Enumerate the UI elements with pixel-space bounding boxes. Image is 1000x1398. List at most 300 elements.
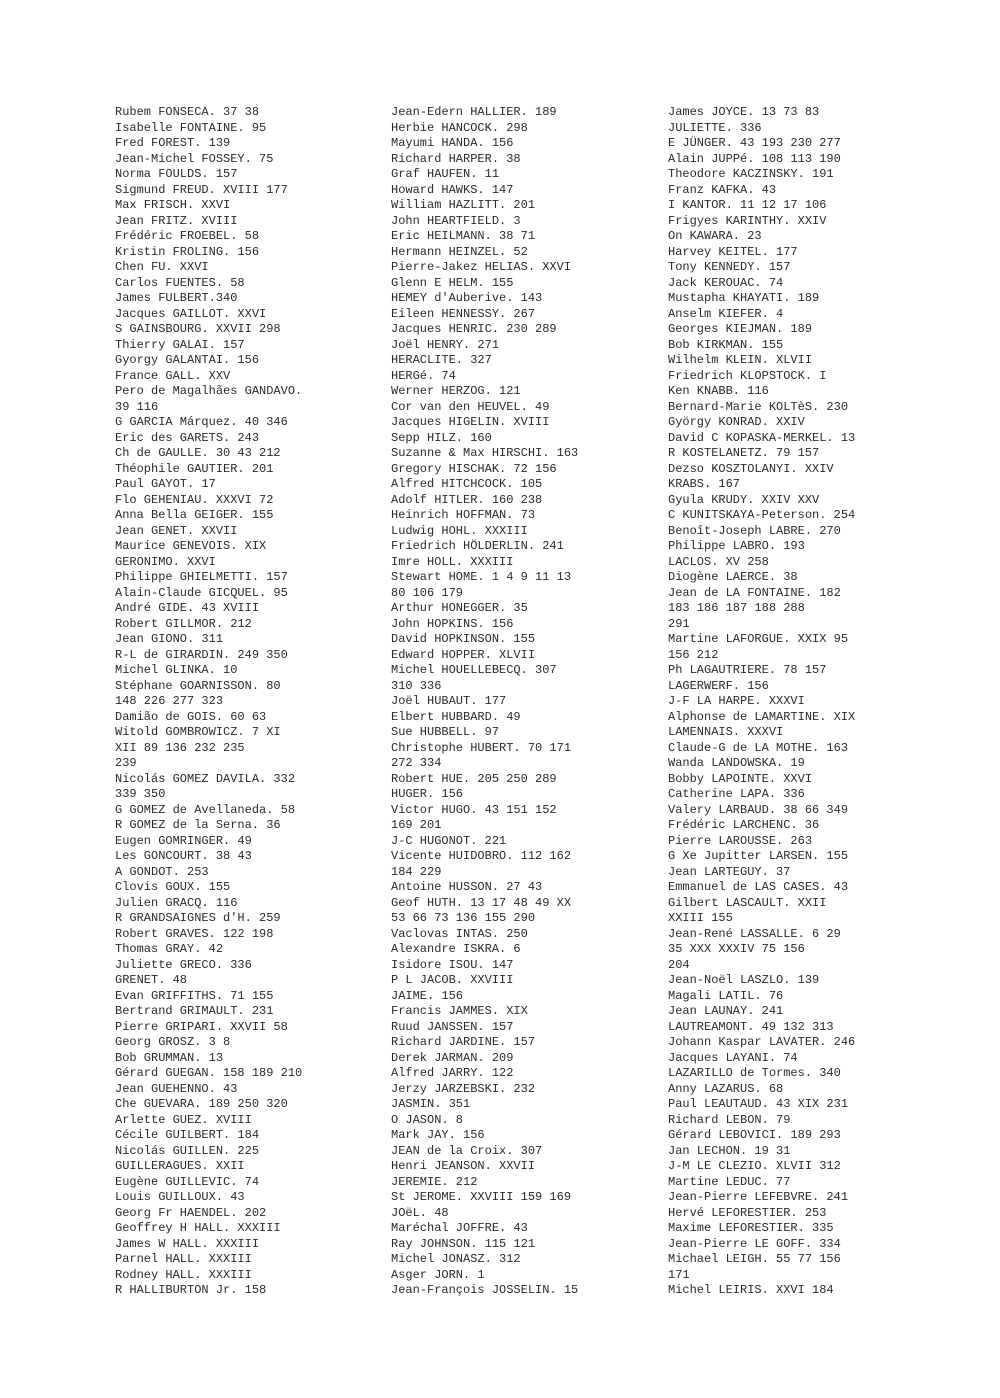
index-entry-text: Magali LATIL. 76 bbox=[668, 988, 784, 1003]
index-entry-text: Jean-Edern HALLIER. 189 bbox=[391, 105, 557, 119]
index-entry-text: Franz KAFKA. 43 bbox=[668, 182, 777, 197]
index-entry-text: Isidore ISOU. 147 bbox=[391, 957, 514, 972]
index-entry-text: R-L de GIRARDIN. 249 350 bbox=[115, 647, 288, 662]
index-entry-text: Georg Fr HAENDEL. 202 bbox=[115, 1205, 267, 1220]
index-entry-continuation: 184 229 bbox=[391, 864, 442, 879]
index-entry bbox=[668, 198, 938, 214]
index-entry-text: Michael LEIGH. 55 77 156 bbox=[668, 1252, 841, 1266]
index-entry-text: Jean LARTEGUY. 37 bbox=[668, 864, 791, 879]
index-entry bbox=[115, 322, 385, 338]
index-entry bbox=[668, 524, 938, 540]
index-entry-text: Louis GUILLOUX. 43 bbox=[115, 1190, 245, 1204]
index-entry-text: Sigmund FREUD. XVIII 177 bbox=[115, 182, 288, 197]
index-entry bbox=[391, 1252, 661, 1268]
index-entry-text: R GOMEZ de la Serna. 36 bbox=[115, 818, 281, 832]
index-entry bbox=[115, 384, 385, 415]
index-entry bbox=[391, 1128, 661, 1144]
index-entry-text: Mark JAY. 156 bbox=[391, 1128, 485, 1142]
index-entry-continuation: 156 212 bbox=[668, 647, 719, 662]
index-entry bbox=[391, 927, 661, 943]
index-entry bbox=[668, 570, 938, 586]
index-entry bbox=[668, 973, 938, 989]
index-entry bbox=[391, 1097, 661, 1113]
index-entry bbox=[115, 570, 385, 586]
index-entry-text: Bob KIRKMAN. 155 bbox=[668, 337, 784, 352]
index-entry bbox=[391, 508, 661, 524]
index-entry bbox=[668, 105, 938, 121]
index-entry-text: John HOPKINS. 156 bbox=[391, 616, 514, 631]
index-entry bbox=[115, 105, 385, 121]
index-entry-text: Damião de GOIS. 60 63 bbox=[115, 709, 267, 724]
index-entry bbox=[668, 1237, 938, 1253]
index-entry-text: HUGER. 156 bbox=[391, 787, 464, 801]
index-entry bbox=[391, 524, 661, 540]
index-entry bbox=[115, 772, 385, 803]
index-entry-text: Antoine HUSSON. 27 43 bbox=[391, 880, 543, 894]
index-entry-text: Ph LAGAUTRIERE. 78 157 bbox=[668, 663, 827, 677]
index-entry-text: James FULBERT.340 bbox=[115, 291, 238, 305]
index-entry bbox=[391, 121, 661, 137]
index-entry bbox=[115, 1004, 385, 1020]
index-entry-text: Werner HERZOG. 121 bbox=[391, 384, 521, 398]
index-entry-text: Paul GAYOT. 17 bbox=[115, 477, 216, 491]
index-entry-text: LAGERWERF. 156 bbox=[668, 678, 769, 693]
index-entry bbox=[668, 865, 938, 881]
index-entry-text: Pierre LAROUSSE. 263 bbox=[668, 833, 813, 848]
index-entry bbox=[668, 338, 938, 354]
index-entry-text: Jean-René LASSALLE. 6 29 bbox=[668, 926, 841, 941]
index-entry-text: Frédéric FROEBEL. 58 bbox=[115, 229, 260, 243]
index-entry-text: R GRANDSAIGNES d'H. 259 bbox=[115, 911, 281, 925]
index-entry-text: Stéphane GOARNISSON. 80 bbox=[115, 678, 281, 693]
index-entry-text: Gyula KRUDY. XXIV XXV bbox=[668, 492, 820, 507]
index-entry bbox=[668, 183, 938, 199]
index-entry bbox=[115, 632, 385, 648]
index-entry-text: Martine LEDUC. 77 bbox=[668, 1174, 791, 1189]
index-entry-text: Maxime LEFORESTIER. 335 bbox=[668, 1221, 834, 1235]
index-entry-text: Jean-Noël LASZLO. 139 bbox=[668, 973, 820, 987]
index-entry bbox=[115, 911, 385, 927]
index-entry-text: Emmanuel de LAS CASES. 43 bbox=[668, 880, 849, 894]
index-entry bbox=[391, 710, 661, 726]
index-entry-text: Jean de LA FONTAINE. 182 bbox=[668, 585, 841, 600]
index-entry-text: Mayumi HANDA. 156 bbox=[391, 136, 514, 150]
index-entry bbox=[391, 1144, 661, 1160]
index-entry bbox=[391, 1175, 661, 1191]
index-entry bbox=[115, 1097, 385, 1113]
index-entry-text: Ludwig HOHL. XXXIII bbox=[391, 523, 528, 538]
index-entry-text: Edward HOPPER. XLVII bbox=[391, 647, 536, 662]
index-entry-text: I KANTOR. 11 12 17 106 bbox=[668, 198, 827, 212]
index-entry-text: J-C HUGONOT. 221 bbox=[391, 833, 507, 848]
index-entry-text: Sepp HILZ. 160 bbox=[391, 430, 492, 445]
index-entry-text: Glenn E HELM. 155 bbox=[391, 275, 514, 290]
index-entry-continuation: 339 350 bbox=[115, 787, 166, 801]
index-entry-text: Ken KNABB. 116 bbox=[668, 384, 769, 398]
index-entry bbox=[391, 632, 661, 648]
index-entry-text: Max FRISCH. XXVI bbox=[115, 198, 231, 212]
index-entry bbox=[391, 1066, 661, 1082]
index-entry-text: Eric des GARETS. 243 bbox=[115, 430, 260, 445]
index-entry-text: GRENET. 48 bbox=[115, 973, 188, 987]
index-entry bbox=[115, 648, 385, 664]
index-entry-text: Johann Kaspar LAVATER. 246 bbox=[668, 1035, 856, 1049]
index-entry-text: James JOYCE. 13 73 83 bbox=[668, 105, 820, 119]
index-entry-text: Geof HUTH. 13 17 48 49 XX bbox=[391, 895, 572, 910]
index-entry bbox=[668, 1035, 938, 1051]
index-entry-text: KRABS. 167 bbox=[668, 477, 741, 491]
index-entry-text: Herbie HANCOCK. 298 bbox=[391, 120, 528, 135]
index-entry bbox=[668, 1175, 938, 1191]
index-entry-text: Chen FU. XXVI bbox=[115, 260, 209, 274]
index-entry-text: Alphonse de LAMARTINE. XIX bbox=[668, 709, 856, 724]
index-entry-text: Thierry GALAI. 157 bbox=[115, 337, 245, 352]
index-entry-text: O JASON. 8 bbox=[391, 1112, 464, 1127]
index-entry bbox=[115, 1128, 385, 1144]
index-entry-text: Jacques HIGELIN. XVIII bbox=[391, 415, 550, 429]
index-entry bbox=[391, 322, 661, 338]
index-entry bbox=[115, 477, 385, 493]
index-entry bbox=[115, 803, 385, 819]
index-entry-text: Michel JONASZ. 312 bbox=[391, 1252, 521, 1266]
index-entry bbox=[391, 1190, 661, 1206]
index-entry bbox=[115, 601, 385, 617]
index-entry-text: Vaclovas INTAS. 250 bbox=[391, 926, 528, 941]
index-entry-text: LAMENNAIS. XXXVI bbox=[668, 725, 784, 739]
index-entry bbox=[391, 663, 661, 694]
index-entry-text: Michel HOUELLEBECQ. 307 bbox=[391, 663, 557, 677]
index-entry-text: Henri JEANSON. XXVII bbox=[391, 1159, 536, 1173]
index-entry bbox=[391, 1020, 661, 1036]
index-entry bbox=[115, 1252, 385, 1268]
index-entry-text: Anna Bella GEIGER. 155 bbox=[115, 508, 274, 522]
index-entry bbox=[115, 338, 385, 354]
index-entry bbox=[115, 617, 385, 633]
index-entry-text: Gérard GUEGAN. 158 189 210 bbox=[115, 1066, 303, 1080]
index-entry bbox=[391, 260, 661, 276]
index-entry bbox=[115, 1268, 385, 1284]
index-entry bbox=[668, 400, 938, 416]
index-entry bbox=[115, 415, 385, 431]
index-entry-text: Julien GRACQ. 116 bbox=[115, 895, 238, 910]
index-entry bbox=[668, 756, 938, 772]
index-entry-text: Bertrand GRIMAULT. 231 bbox=[115, 1004, 274, 1018]
index-entry bbox=[115, 927, 385, 943]
index-entry-text: Frigyes KARINTHY. XXIV bbox=[668, 213, 827, 228]
index-entry bbox=[391, 1206, 661, 1222]
index-entry bbox=[391, 431, 661, 447]
index-entry-continuation: 171 bbox=[668, 1267, 690, 1282]
index-entry bbox=[668, 1144, 938, 1160]
index-entry-text: Jack KEROUAC. 74 bbox=[668, 275, 784, 290]
index-entry-text: Les GONCOURT. 38 43 bbox=[115, 849, 252, 863]
index-entry-text: Wanda LANDOWSKA. 19 bbox=[668, 756, 805, 770]
index-entry bbox=[668, 803, 938, 819]
index-entry-text: Pierre-Jakez HELIAS. XXVI bbox=[391, 260, 572, 274]
index-entry-text: Jean-Pierre LE GOFF. 334 bbox=[668, 1236, 841, 1251]
index-entry-text: Francis JAMMES. XIX bbox=[391, 1004, 528, 1018]
index-entry-text: Victor HUGO. 43 151 152 bbox=[391, 802, 557, 817]
index-entry-text: Bob GRUMMAN. 13 bbox=[115, 1050, 224, 1065]
index-entry-text: Nicolás GOMEZ DAVILA. 332 bbox=[115, 771, 296, 786]
index-entry-text: Gyorgy GALANTAI. 156 bbox=[115, 353, 260, 367]
index-entry-text: David HOPKINSON. 155 bbox=[391, 632, 536, 646]
index-entry-text: Jean-François JOSSELIN. 15 bbox=[391, 1283, 579, 1297]
index-entry-text: Howard HAWKS. 147 bbox=[391, 182, 514, 197]
index-entry-text: Ruud JANSSEN. 157 bbox=[391, 1019, 514, 1034]
index-entry-text: Philippe GHIELMETTI. 157 bbox=[115, 570, 288, 584]
index-entry bbox=[668, 1004, 938, 1020]
index-entry-continuation: 80 106 179 bbox=[391, 585, 464, 600]
index-entry-continuation: 39 116 bbox=[115, 399, 159, 414]
index-entry-text: Anselm KIEFER. 4 bbox=[668, 306, 784, 321]
index-entry-text: R HALLIBURTON Jr. 158 bbox=[115, 1283, 267, 1297]
index-entry bbox=[668, 1097, 938, 1113]
index-entry-text: On KAWARA. 23 bbox=[668, 229, 762, 243]
index-entry-continuation: 291 bbox=[668, 616, 690, 631]
index-entry bbox=[391, 1159, 661, 1175]
index-entry bbox=[115, 1175, 385, 1191]
index-entry bbox=[391, 477, 661, 493]
index-entry-text: Rodney HALL. XXXIII bbox=[115, 1267, 252, 1282]
index-entry bbox=[115, 493, 385, 509]
index-entry-text: Jan LECHON. 19 31 bbox=[668, 1143, 791, 1158]
index-entry-text: Richard HARPER. 38 bbox=[391, 151, 521, 166]
index-entry-text: Theodore KACZINSKY. 191 bbox=[668, 167, 834, 181]
index-entry-text: Parnel HALL. XXXIII bbox=[115, 1252, 252, 1266]
index-entry-text: Arlette GUEZ. XVIII bbox=[115, 1112, 252, 1127]
index-entry bbox=[668, 307, 938, 323]
index-entry-text: Eugen GOMRINGER. 49 bbox=[115, 833, 252, 848]
index-entry bbox=[668, 121, 938, 137]
index-entry-text: Geoffrey H HALL. XXXIII bbox=[115, 1221, 281, 1235]
index-entry-text: Ch de GAULLE. 30 43 212 bbox=[115, 446, 281, 460]
index-entry bbox=[115, 663, 385, 679]
index-entry-text: E JÜNGER. 43 193 230 277 bbox=[668, 136, 841, 150]
index-entry-text: Jacques GAILLOT. XXVI bbox=[115, 306, 267, 321]
index-entry bbox=[115, 958, 385, 974]
index-entry-text: Jacques LAYANI. 74 bbox=[668, 1050, 798, 1065]
index-entry-continuation: 239 bbox=[115, 756, 137, 770]
index-entry-text: France GALL. XXV bbox=[115, 368, 231, 383]
index-entry-text: Jean-Pierre LEFEBVRE. 241 bbox=[668, 1190, 849, 1204]
index-entry bbox=[115, 152, 385, 168]
index-entry bbox=[115, 431, 385, 447]
index-entry-text: Graf HAUFEN. 11 bbox=[391, 167, 500, 181]
index-entry-text: Imre HOLL. XXXIII bbox=[391, 554, 514, 569]
index-entry-text: Pero de Magalhães GANDAVO. bbox=[115, 384, 303, 398]
index-entry bbox=[668, 1113, 938, 1129]
index-entry bbox=[391, 214, 661, 230]
index-entry bbox=[391, 834, 661, 850]
index-entry-text: Jean GENET. XXVII bbox=[115, 523, 238, 538]
index-entry bbox=[115, 524, 385, 540]
index-entry bbox=[115, 725, 385, 772]
index-entry bbox=[668, 1082, 938, 1098]
index-entry-text: Claude-G de LA MOTHE. 163 bbox=[668, 740, 849, 755]
index-entry bbox=[391, 446, 661, 462]
index-entry bbox=[668, 415, 938, 431]
index-entry bbox=[391, 353, 661, 369]
index-entry bbox=[668, 260, 938, 276]
index-entry-text: JULIETTE. 336 bbox=[668, 120, 762, 135]
index-entry-text: JEREMIE. 212 bbox=[391, 1174, 478, 1189]
index-entry bbox=[391, 415, 661, 431]
index-entry bbox=[391, 648, 661, 664]
index-entry-text: Che GUEVARA. 189 250 320 bbox=[115, 1097, 288, 1111]
index-entry bbox=[668, 896, 938, 927]
index-entry-text: Robert HUE. 205 250 289 bbox=[391, 771, 557, 786]
index-entry-text: György KONRAD. XXIV bbox=[668, 415, 805, 429]
index-entry-text: HERACLITE. 327 bbox=[391, 353, 492, 367]
index-entry-continuation: 272 334 bbox=[391, 756, 442, 770]
index-entry-text: Michel GLINKA. 10 bbox=[115, 663, 238, 677]
index-entry-text: Théophile GAUTIER. 201 bbox=[115, 461, 274, 476]
index-entry bbox=[115, 1237, 385, 1253]
index-entry-text: Nicolás GUILLEN. 225 bbox=[115, 1143, 260, 1158]
index-entry-text: Alain-Claude GICQUEL. 95 bbox=[115, 585, 288, 600]
index-entry-continuation: 204 bbox=[668, 957, 690, 972]
index-entry-text: Valery LARBAUD. 38 66 349 bbox=[668, 802, 849, 817]
index-entry-continuation: 183 186 187 188 288 bbox=[668, 601, 805, 615]
index-entry bbox=[115, 1051, 385, 1067]
index-entry bbox=[115, 183, 385, 199]
index-entry bbox=[115, 446, 385, 462]
index-entry bbox=[668, 555, 938, 571]
index-entry-continuation: 310 336 bbox=[391, 678, 442, 693]
index-entry-text: Jean GUEHENNO. 43 bbox=[115, 1081, 238, 1096]
index-entry bbox=[115, 1082, 385, 1098]
index-entry bbox=[391, 136, 661, 152]
index-entry bbox=[391, 601, 661, 617]
index-entry-text: Dezso KOSZTOLANYI. XXIV bbox=[668, 461, 834, 476]
index-entry-text: Elbert HUBBARD. 49 bbox=[391, 709, 521, 724]
index-entry bbox=[115, 260, 385, 276]
index-entry bbox=[668, 493, 938, 509]
index-entry-text: Carlos FUENTES. 58 bbox=[115, 275, 245, 290]
index-entry-continuation: 148 226 277 323 bbox=[115, 694, 224, 708]
index-entry bbox=[668, 229, 938, 245]
index-entry bbox=[391, 493, 661, 509]
index-entry bbox=[668, 1283, 938, 1299]
index-entry-text: Harvey KEITEL. 177 bbox=[668, 244, 798, 259]
index-entry-text: Philippe LABRO. 193 bbox=[668, 539, 805, 553]
index-entry-continuation: 35 XXX XXXIV 75 156 bbox=[668, 942, 805, 956]
index-entry-text: Pierre GRIPARI. XXVII 58 bbox=[115, 1019, 288, 1034]
index-entry bbox=[391, 896, 661, 927]
index-entry bbox=[115, 539, 385, 555]
index-entry bbox=[668, 446, 938, 462]
index-entry bbox=[668, 276, 938, 292]
index-entry-text: Asger JORN. 1 bbox=[391, 1267, 485, 1282]
index-entry-text: Wilhelm KLEIN. XLVII bbox=[668, 353, 813, 367]
index-entry bbox=[668, 1020, 938, 1036]
index-entry bbox=[115, 710, 385, 726]
index-entry-text: St JEROME. XXVIII 159 169 bbox=[391, 1190, 572, 1204]
index-entry-text: Ray JOHNSON. 115 121 bbox=[391, 1236, 536, 1251]
index-entry-text: Hermann HEINZEL. 52 bbox=[391, 244, 528, 259]
index-entry bbox=[668, 772, 938, 788]
index-entry-text: Bernard-Marie KOLTèS. 230 bbox=[668, 399, 849, 414]
index-entry bbox=[115, 942, 385, 958]
index-entry-text: GUILLERAGUES. XXII bbox=[115, 1159, 245, 1173]
index-entry-text: Juliette GRECO. 336 bbox=[115, 957, 252, 972]
index-entry-text: Alexandre ISKRA. 6 bbox=[391, 942, 521, 956]
index-entry-text: P L JACOB. XXVIII bbox=[391, 973, 514, 987]
index-entry-continuation: 169 201 bbox=[391, 818, 442, 832]
index-entry bbox=[115, 1113, 385, 1129]
index-entry bbox=[668, 787, 938, 803]
index-entry bbox=[668, 384, 938, 400]
index-entry-text: LAUTREAMONT. 49 132 313 bbox=[668, 1019, 834, 1034]
index-entry-text: Jean GIONO. 311 bbox=[115, 632, 224, 646]
index-entry-text: LACLOS. XV 258 bbox=[668, 554, 769, 569]
index-entry-text: JOëL. 48 bbox=[391, 1205, 449, 1220]
index-entry-text: Clovis GOUX. 155 bbox=[115, 880, 231, 894]
index-entry-text: Alain JUPPé. 108 113 190 bbox=[668, 151, 841, 166]
index-entry bbox=[115, 880, 385, 896]
index-entry-text: Jean FRITZ. XVIII bbox=[115, 213, 238, 228]
index-entry bbox=[115, 245, 385, 261]
index-entry-text: Gilbert LASCAULT. XXII bbox=[668, 895, 827, 910]
index-entry-text: Christophe HUBERT. 70 171 bbox=[391, 740, 572, 755]
index-entry bbox=[391, 880, 661, 896]
index-entry-text: Eileen HENNESSY. 267 bbox=[391, 306, 536, 321]
index-entry bbox=[668, 353, 938, 369]
index-entry-text: Heinrich HOFFMAN. 73 bbox=[391, 508, 536, 522]
index-entry-text: Jacques HENRIC. 230 289 bbox=[391, 322, 557, 336]
index-entry-continuation: XII 89 136 232 235 bbox=[115, 740, 245, 755]
index-entry bbox=[391, 772, 661, 788]
index-entry bbox=[391, 183, 661, 199]
index-entry-text: Bobby LAPOINTE. XXVI bbox=[668, 771, 813, 786]
index-entry-text: Richard JARDINE. 157 bbox=[391, 1035, 536, 1049]
index-column-2 bbox=[391, 105, 661, 1299]
index-entry-text: Stewart HOME. 1 4 9 11 13 bbox=[391, 570, 572, 584]
index-entry bbox=[668, 725, 938, 741]
index-entry bbox=[391, 1082, 661, 1098]
index-entry-text: Flo GEHENIAU. XXXVI 72 bbox=[115, 492, 274, 507]
index-entry-text: Paul LEAUTAUD. 43 XIX 231 bbox=[668, 1097, 849, 1111]
index-entry bbox=[668, 136, 938, 152]
index-entry-continuation: 53 66 73 136 155 290 bbox=[391, 911, 536, 925]
index-entry bbox=[115, 896, 385, 912]
index-entry-text: Vicente HUIDOBRO. 112 162 bbox=[391, 849, 572, 863]
index-entry bbox=[391, 400, 661, 416]
index-entry bbox=[668, 369, 938, 385]
index-entry-text: Richard LEBON. 79 bbox=[668, 1112, 791, 1127]
index-entry bbox=[115, 276, 385, 292]
index-entry bbox=[391, 291, 661, 307]
index-entry-text: Arthur HONEGGER. 35 bbox=[391, 601, 528, 615]
index-entry bbox=[668, 880, 938, 896]
index-column-3 bbox=[668, 105, 938, 1299]
index-entry-continuation: XXIII 155 bbox=[668, 911, 733, 925]
index-entry bbox=[115, 849, 385, 865]
index-column-1 bbox=[115, 105, 385, 1299]
index-entry-text: Benoît-Joseph LABRE. 270 bbox=[668, 523, 841, 538]
index-entry bbox=[391, 307, 661, 323]
index-entry bbox=[391, 276, 661, 292]
index-entry-text: William HAZLITT. 201 bbox=[391, 198, 536, 212]
index-entry-text: HEMEY d'Auberive. 143 bbox=[391, 291, 543, 305]
index-entry bbox=[668, 167, 938, 183]
index-entry bbox=[391, 741, 661, 772]
index-entry-text: G GARCIA Márquez. 40 346 bbox=[115, 415, 288, 429]
index-entry bbox=[391, 803, 661, 834]
index-entry bbox=[115, 1206, 385, 1222]
index-entry bbox=[391, 617, 661, 633]
